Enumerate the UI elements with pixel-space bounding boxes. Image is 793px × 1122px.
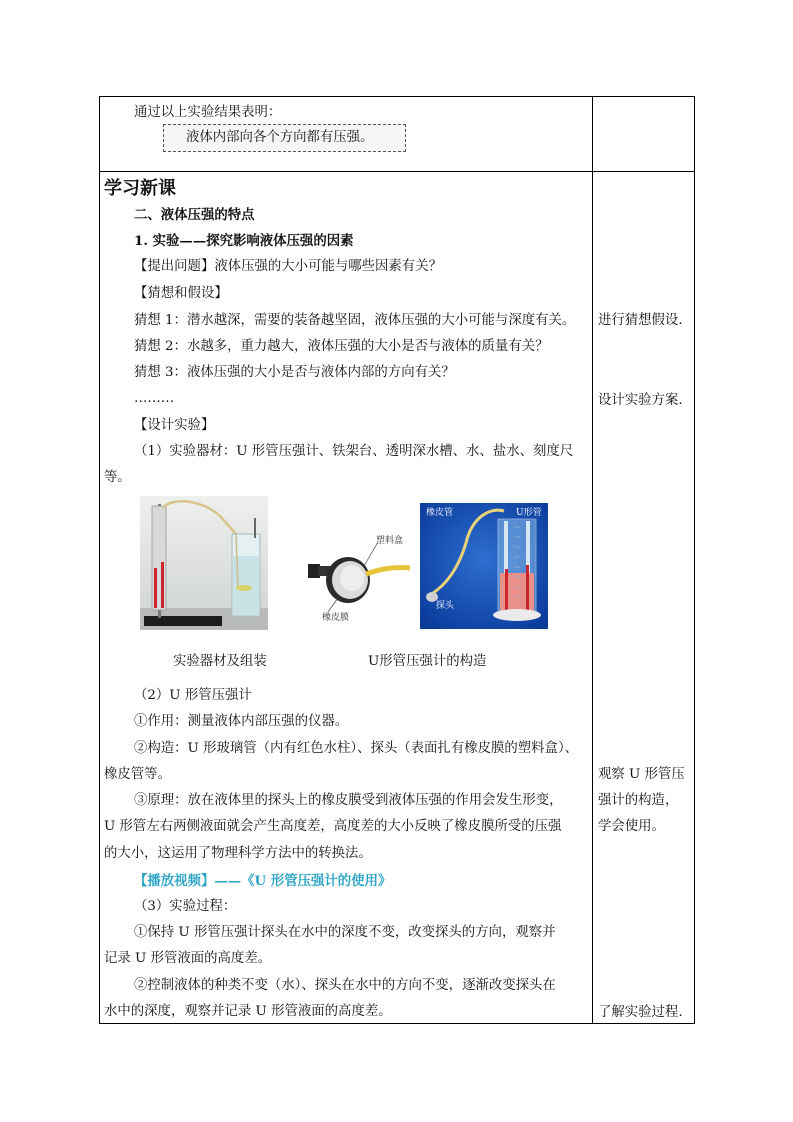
side-note-observe-3: 学会使用。 xyxy=(598,819,665,834)
table-border-row xyxy=(99,171,695,172)
table-border-top xyxy=(99,96,695,97)
side-note-guess: 进行猜想假设. xyxy=(598,313,683,328)
table-border-right xyxy=(694,96,695,1024)
apparatus-photo xyxy=(140,496,268,630)
question-line xyxy=(134,258,442,276)
guess-3: 猜想 3：液体压强的大小是否与液体内部的方向有关？ xyxy=(134,365,455,380)
table-border-left xyxy=(99,96,100,1024)
side-note-observe-2: 强计的构造， xyxy=(598,793,679,808)
step-1-line-1: ①保持 U 形管压强计探头在水中的深度不变，改变探头的方向，观察并 xyxy=(134,925,556,940)
heading-liquid-pressure: 二、液体压强的特点 xyxy=(134,207,255,223)
side-note-observe-1: 观察 U 形管压 xyxy=(598,767,685,782)
guess-1: 猜想 1：潜水越深，需要的装备越坚固，液体压强的大小可能与深度有关。 xyxy=(134,313,576,328)
section-2-structure-1: ②构造：U 形玻璃管（内有红色水柱）、探头（表面扎有橡皮膜的塑料盒）、 xyxy=(134,741,579,756)
question-text: 液体压强的大小可能与哪些因素有关？ xyxy=(214,259,442,274)
conclusion-box: 液体内部向各个方向都有压强。 xyxy=(163,124,406,152)
caption-u-tube-structure: U形管压强计的构造 xyxy=(368,654,487,669)
section-title: 学习新课 xyxy=(104,178,176,199)
design-label: 【设计实验】 xyxy=(134,418,215,433)
equipment-line-1: （1）实验器材：U 形管压强计、铁架台、透明深水槽、水、盐水、刻度尺 xyxy=(134,444,574,459)
section-2-title: （2）U 形管压强计 xyxy=(134,688,252,703)
step-2-line-1: ②控制液体的种类不变（水）、探头在水中的方向不变，逐渐改变探头在 xyxy=(134,978,556,993)
section-2-principle-3: 的大小，这运用了物理科学方法中的转换法。 xyxy=(104,846,372,861)
section-3-title: （3）实验过程： xyxy=(134,899,237,914)
ellipsis: ……… xyxy=(134,391,175,406)
label-u-tube: U形管 xyxy=(516,508,542,518)
label-rubber-film: 橡皮膜 xyxy=(322,613,350,623)
video-label: 【播放视频】 xyxy=(134,873,215,889)
label-rubber-tube: 橡皮管 xyxy=(426,508,454,518)
table-border-bottom xyxy=(99,1023,695,1024)
question-label: 【提出问题】 xyxy=(134,259,215,274)
side-note-design: 设计实验方案. xyxy=(598,393,683,408)
step-2-line-2: 水中的深度，观察并记录 U 形管液面的高度差。 xyxy=(104,1004,392,1019)
heading-experiment: 1. 实验——探究影响液体压强的因素 xyxy=(134,233,354,249)
side-note-process: 了解实验过程. xyxy=(598,1005,683,1020)
label-probe: 探头 xyxy=(436,601,455,611)
video-title: ——《U 形管压强计的使用》 xyxy=(214,873,392,889)
apparatus-illustration xyxy=(140,496,268,630)
section-2-function: ①作用：测量液体内部压强的仪器。 xyxy=(134,714,349,729)
conclusion-intro: 通过以上实验结果表明： xyxy=(134,105,282,120)
section-2-principle-2: U 形管左右两侧液面就会产生高度差，高度差的大小反映了橡皮膜所受的压强 xyxy=(104,819,562,834)
section-2-structure-2: 橡皮管等。 xyxy=(104,767,171,782)
equipment-line-2: 等。 xyxy=(104,470,131,485)
table-border-mid xyxy=(592,96,593,1024)
section-2-principle-1: ③原理：放在液体里的探头上的橡皮膜受到液体压强的作用会发生形变， xyxy=(134,793,563,808)
caption-apparatus: 实验器材及组装 xyxy=(173,654,267,669)
video-link[interactable] xyxy=(134,872,391,890)
guess-label: 【猜想和假设】 xyxy=(134,286,228,301)
label-plastic-box: 塑料盒 xyxy=(376,536,404,546)
step-1-line-2: 记录 U 形管液面的高度差。 xyxy=(104,951,272,966)
guess-2: 猜想 2：水越多，重力越大，液体压强的大小是否与液体的质量有关？ xyxy=(134,339,549,354)
